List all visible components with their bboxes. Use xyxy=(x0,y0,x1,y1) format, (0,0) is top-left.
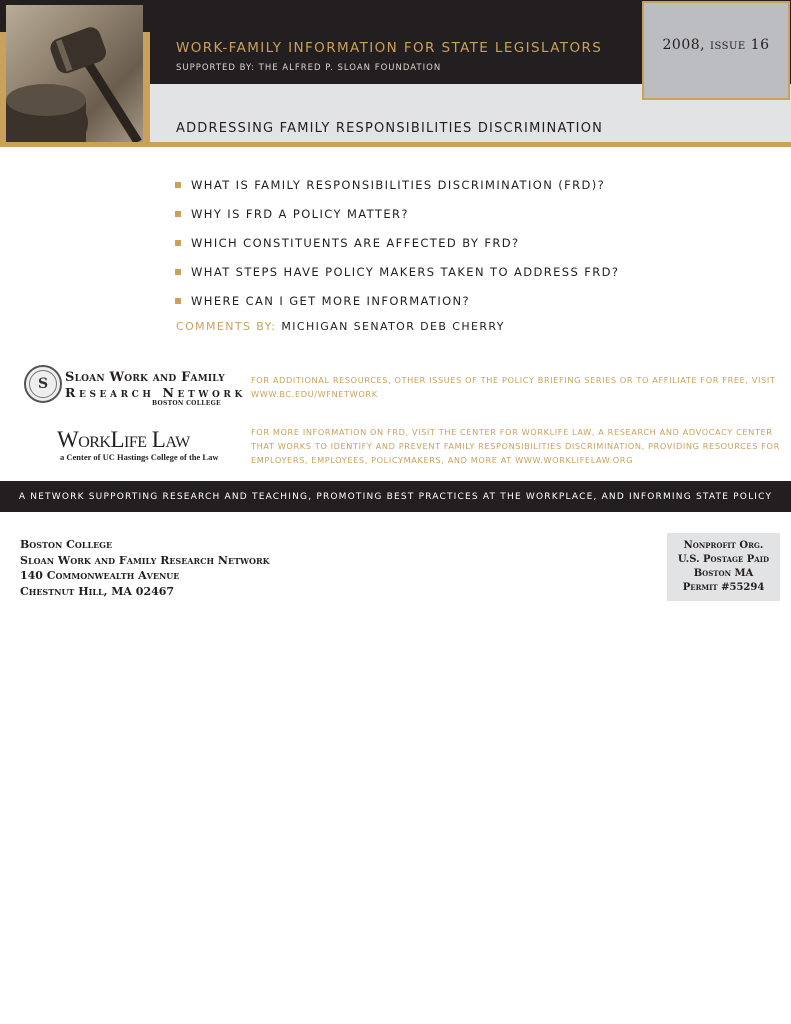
tagline-bar xyxy=(0,481,791,512)
sloan-logo-line2: Research Network xyxy=(65,385,246,400)
address-line: Boston College xyxy=(20,538,113,551)
comments-by xyxy=(176,320,505,333)
postage-line: Boston MA xyxy=(693,568,754,579)
bullet-square-icon xyxy=(175,240,181,246)
postage-indicia xyxy=(667,533,780,601)
worklifelaw-subtitle: a Center of UC Hastings College of the Law xyxy=(60,452,219,462)
bullet-square-icon xyxy=(175,182,181,188)
issue-box xyxy=(642,1,790,100)
topic-item xyxy=(175,257,619,286)
topic-item xyxy=(175,170,619,199)
sloan-logo-line1: Sloan Work and Family xyxy=(65,370,225,385)
sloan-logo-line3: BOSTON COLLEGE xyxy=(152,400,221,407)
series-title: WORK-FAMILY INFORMATION FOR STATE LEGISLATORS xyxy=(176,40,603,56)
sloan-note[interactable]: FOR ADDITIONAL RESOURCES, OTHER ISSUES OF THE POLICY BRIEFING SERIES OR TO AFFILIATE FOR FREE, VISIT WWW.BC.EDU/WFNETWORK xyxy=(251,375,776,399)
topic-text: WHY IS FRD A POLICY MATTER? xyxy=(191,206,409,221)
address-line: Chestnut Hill, MA 02467 xyxy=(20,584,175,598)
worklifelaw-note[interactable]: FOR MORE INFORMATION ON FRD, VISIT THE CENTER FOR WORKLIFE LAW, A RESEARCH AND ADVOCACY CENTER THAT WORKS TO IDENTIFY AND PREVENT FAMILY RESPONSIBILITIES DISCRIMINATION, PROVIDING RESOURCES FOR EMPLOYERS, EMPLOYEES, POLICYMAKERS, AND MORE AT WWW.WORKLIFELAW.ORG xyxy=(251,427,780,465)
topic-item xyxy=(175,228,619,257)
header-gold-rule xyxy=(0,142,791,147)
supported-by: SUPPORTED BY: THE ALFRED P. SLOAN FOUNDATION xyxy=(176,63,442,73)
worklifelaw-logo: WorkLife Law xyxy=(57,427,190,452)
issue-label: 2008, issue 16 xyxy=(662,36,770,53)
postage-line: U.S. Postage Paid xyxy=(677,554,770,565)
tagline-text: A NETWORK SUPPORTING RESEARCH AND TEACHING, PROMOTING BEST PRACTICES AT THE WORKPLACE, AND INFORMING STATE POLICY xyxy=(18,491,773,502)
topic-item xyxy=(175,286,619,315)
seal-glyph: S xyxy=(29,370,57,398)
gavel-icon xyxy=(6,5,143,142)
bullet-square-icon xyxy=(175,211,181,217)
topic-text: WHAT STEPS HAVE POLICY MAKERS TAKEN TO ADDRESS FRD? xyxy=(191,264,620,279)
topic-text: WHERE CAN I GET MORE INFORMATION? xyxy=(191,293,471,308)
bullet-square-icon xyxy=(175,269,181,275)
brief-title: ADDRESSING FAMILY RESPONSIBILITIES DISCRIMINATION xyxy=(176,121,604,136)
bullet-square-icon xyxy=(175,298,181,304)
sloan-seal-icon xyxy=(24,365,62,403)
topic-text: WHAT IS FAMILY RESPONSIBILITIES DISCRIMINATION (FRD)? xyxy=(191,177,606,192)
comments-label: COMMENTS BY: xyxy=(176,320,277,333)
gavel-photo xyxy=(6,5,143,142)
address-line: 140 Commonwealth Avenue xyxy=(20,569,180,582)
address-line: Sloan Work and Family Research Network xyxy=(20,553,270,567)
postage-line: Nonprofit Org. xyxy=(683,540,764,551)
postage-line: Permit #55294 xyxy=(682,582,765,593)
topic-text: WHICH CONSTITUENTS ARE AFFECTED BY FRD? xyxy=(191,235,520,250)
topic-list xyxy=(175,170,619,315)
comments-author: MICHIGAN SENATOR DEB CHERRY xyxy=(281,320,505,333)
return-address xyxy=(20,537,270,599)
topic-item xyxy=(175,199,619,228)
